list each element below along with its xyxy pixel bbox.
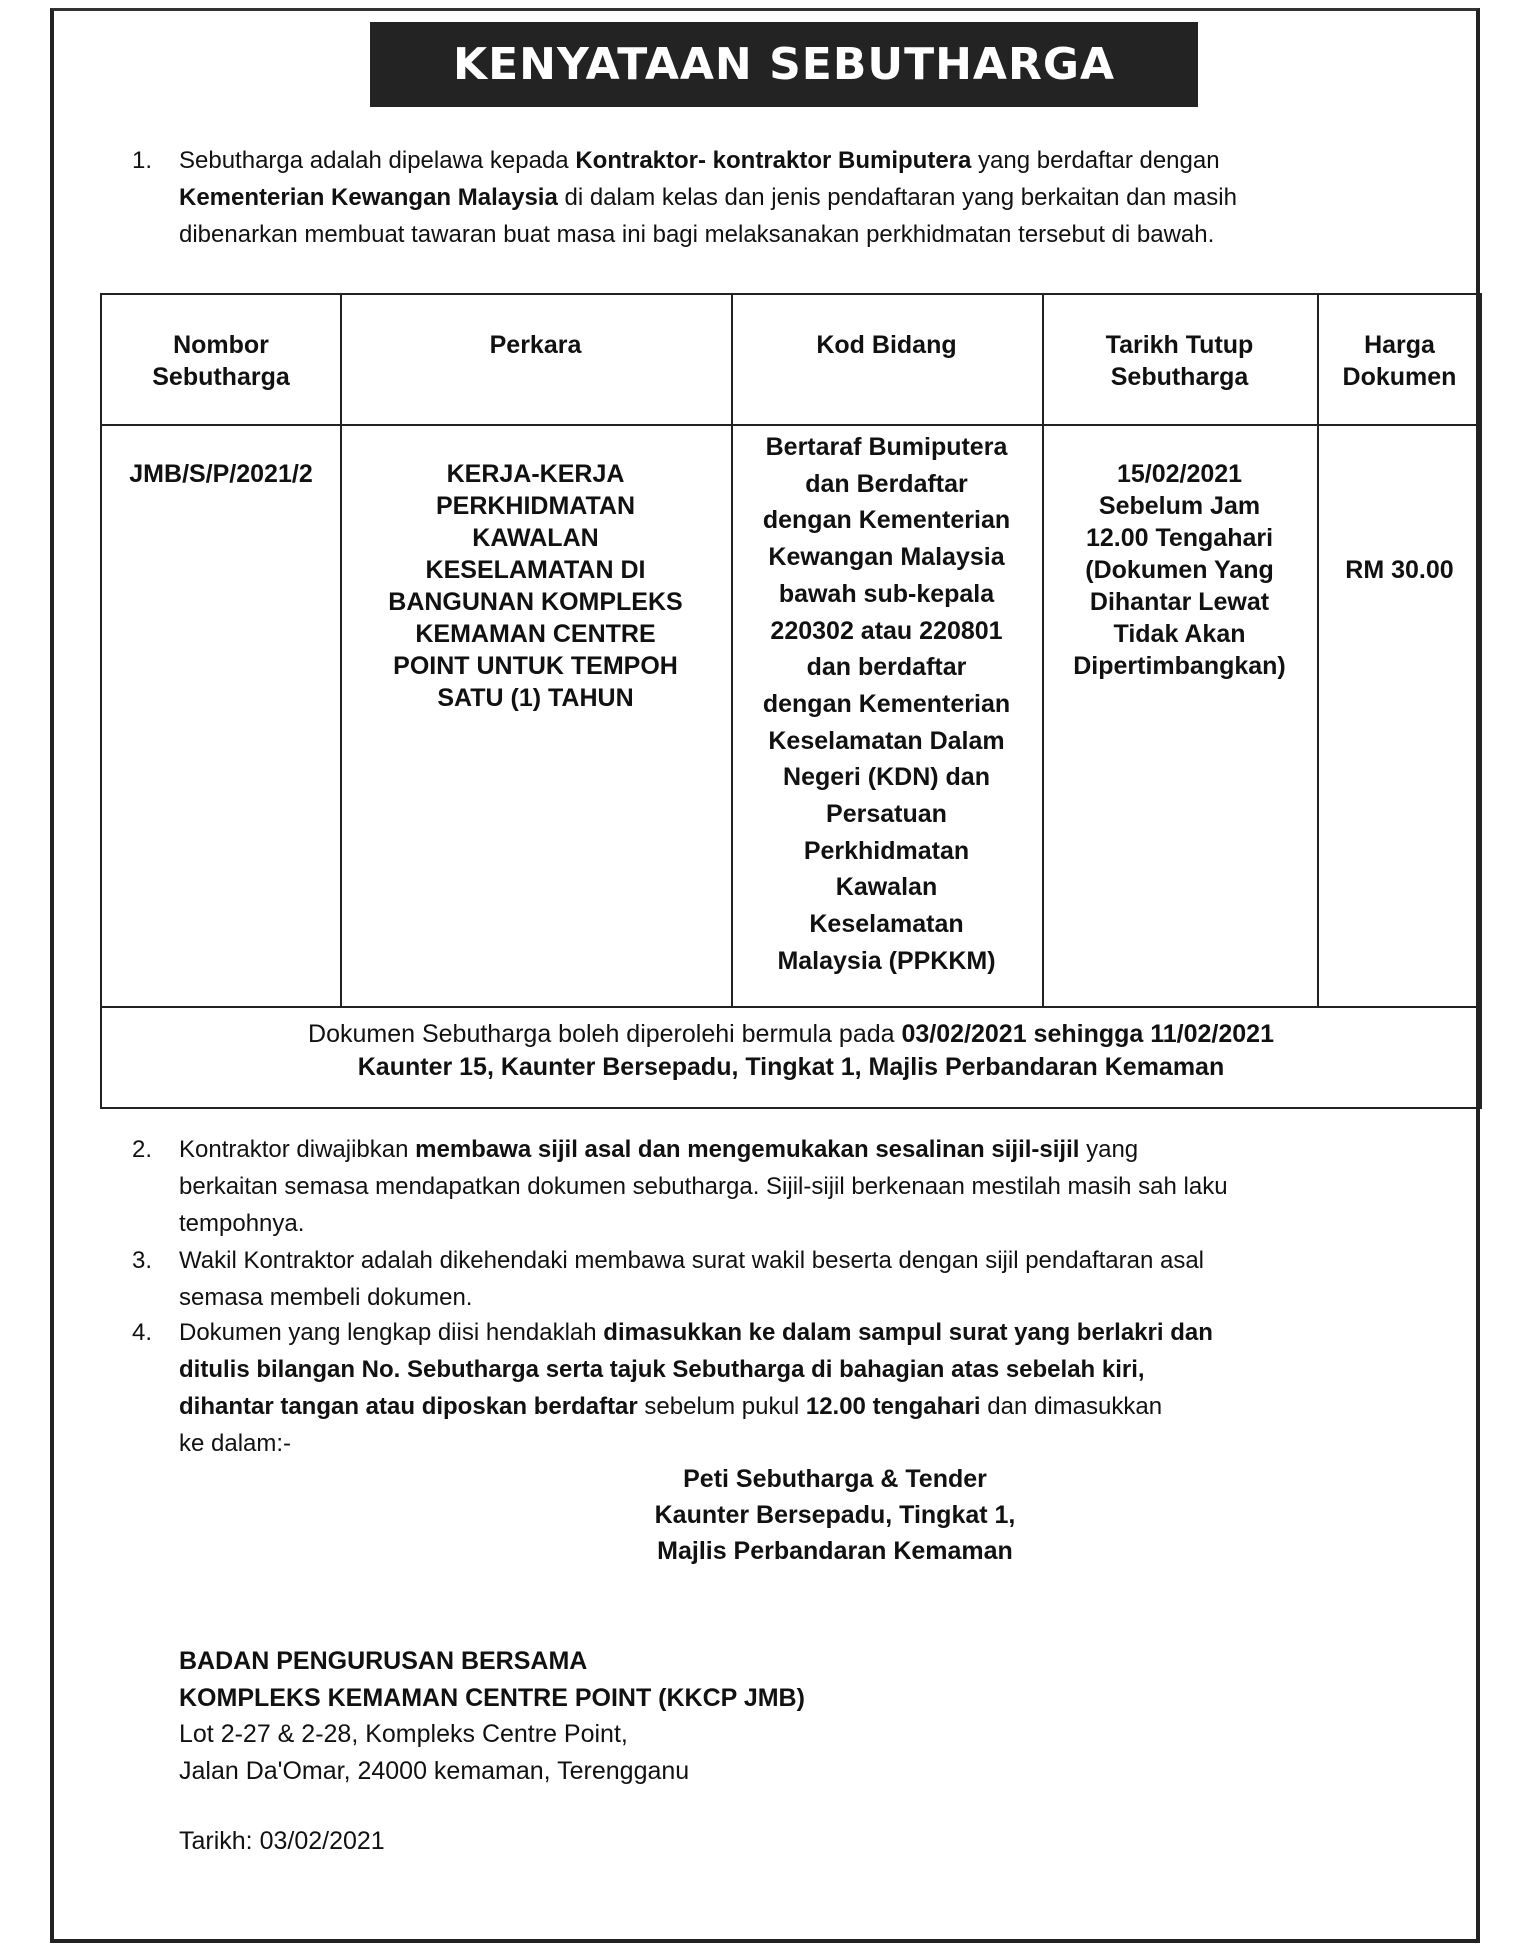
clause-3 (132, 1242, 1422, 1316)
document-title: KENYATAAN SEBUTHARGA (370, 22, 1198, 107)
issuer-block (179, 1643, 805, 1789)
header-nombor-sebutharga: Nombor Sebutharga (152, 331, 290, 391)
clause-4 (132, 1314, 1422, 1462)
issuer-address: Lot 2-27 & 2-28, Kompleks Centre Point, (179, 1720, 628, 1748)
submission-address: Peti Sebutharga & Tender Kaunter Bersepadu, Tingkat 1, Majlis Perbandaran Kemaman (654, 1465, 1016, 1565)
cell-perkara: KERJA-KERJA PERKHIDMATAN KAWALAN KESELAMATAN DI BANGUNAN KOMPLEKS KEMAMAN CENTRE POINT UNTUK TEMPOH SATU (1) TAHUN (388, 460, 683, 712)
issuer-name: BADAN PENGURUSAN BERSAMA (179, 1647, 588, 1675)
clause-2 (132, 1131, 1422, 1242)
row-divider (102, 424, 1480, 426)
issuer-address: Jalan Da'Omar, 24000 kemaman, Terengganu (179, 1756, 690, 1785)
cell-kod-bidang: Bertaraf Bumiputera dan Berdaftar dengan Kementerian Kewangan Malaysia bawah sub-kepala 220302 atau 220801 dan berdaftar dengan Kementerian Keselamatan Dalam Negeri (KDN) dan Persatuan Perkhidmatan Kawalan Keselamatan Malaysia (PPKKM) (762, 433, 1011, 975)
clause-line: Dokumen yang lengkap diisi hendaklah dimasukkan ke dalam sampul surat yang berlakri dan (179, 1319, 1213, 1346)
issue-date: Tarikh: 03/02/2021 (179, 1827, 385, 1855)
clause-1 (132, 142, 1422, 253)
header-harga-dokumen: Harga Dokumen (1342, 331, 1457, 391)
clause-line: Wakil Kontraktor adalah dikehendaki membawa surat wakil beserta dengan sijil pendaftaran asal (179, 1247, 1205, 1274)
issuer-name: KOMPLEKS KEMAMAN CENTRE POINT (KKCP JMB) (179, 1683, 805, 1712)
header-perkara: Perkara (489, 331, 582, 359)
clause-number: 4. (132, 1319, 153, 1346)
clause-line: dibenarkan membuat tawaran buat masa ini bagi melaksanakan perkhidmatan tersebut di bawah. (179, 221, 1215, 248)
column-divider (1317, 295, 1319, 1006)
clause-line: Sebutharga adalah dipelawa kepada Kontraktor- kontraktor Bumiputera yang berdaftar dengan (179, 147, 1220, 174)
clause-line: Kementerian Kewangan Malaysia di dalam kelas dan jenis pendaftaran yang berkaitan dan masih (179, 184, 1237, 211)
row-divider (102, 1006, 1480, 1008)
cell-nombor: JMB/S/P/2021/2 (129, 460, 313, 488)
header-tarikh-tutup: Tarikh Tutup Sebutharga (1105, 331, 1254, 391)
clause-line: ditulis bilangan No. Sebutharga serta tajuk Sebutharga di bahagian atas sebelah kiri, (179, 1356, 1145, 1383)
tender-table (100, 293, 1482, 1109)
cell-harga: RM 30.00 (1345, 556, 1454, 584)
clause-line: dihantar tangan atau diposkan berdaftar sebelum pukul 12.00 tengahari dan dimasukkan (179, 1393, 1163, 1420)
clause-line: tempohnya. (179, 1210, 305, 1237)
clause-number: 2. (132, 1136, 153, 1163)
cell-tarikh-tutup: 15/02/2021 Sebelum Jam 12.00 Tengahari (Dokumen Yang Dihantar Lewat Tidak Akan Dipertimbangkan) (1073, 460, 1286, 680)
clause-line: ke dalam:- (179, 1430, 292, 1457)
clause-line: Kontraktor diwajibkan membawa sijil asal dan mengemukakan sesalinan sijil-sijil yang (179, 1136, 1139, 1163)
clause-line: semasa membeli dokumen. (179, 1284, 473, 1311)
clause-line: berkaitan semasa mendapatkan dokumen sebutharga. Sijil-sijil berkenaan mestilah masih sah laku (179, 1173, 1228, 1200)
clause-number: 3. (132, 1247, 153, 1274)
table-footer: Dokumen Sebutharga boleh diperolehi bermula pada 03/02/2021 sehingga 11/02/2021 Kaunter 15, Kaunter Bersepadu, Tingkat 1, Majlis Perbandaran Kemaman (308, 1020, 1274, 1081)
clause-number: 1. (132, 147, 153, 174)
header-kod-bidang: Kod Bidang (816, 331, 957, 359)
